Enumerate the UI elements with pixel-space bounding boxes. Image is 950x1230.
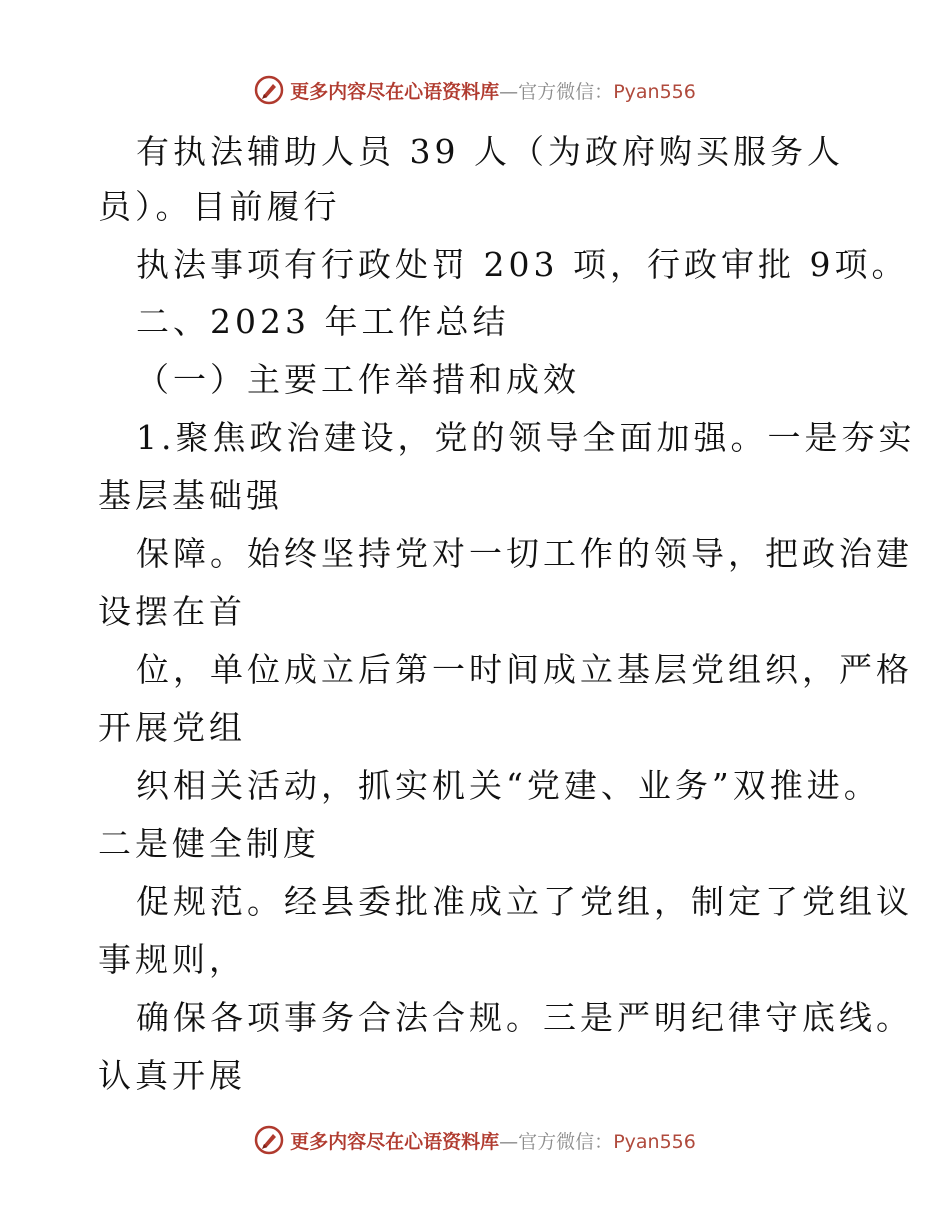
watermark-dash: — (499, 1130, 519, 1153)
body-line-9: 设摆在首 (98, 592, 246, 631)
body-line-1: 有执法辅助人员 39 人（为政府购买服务人 (136, 132, 844, 171)
watermark-brand: 更多内容尽在心语资料库 (290, 80, 500, 103)
watermark-dash: — (499, 80, 519, 103)
body-line-12: 织相关活动，抓实机关“党建、业务”双推进。 (136, 766, 881, 805)
body-line-2: 员）。目前履行 (98, 187, 341, 226)
watermark-official: 官方微信： (518, 1130, 614, 1153)
pen-logo-icon (254, 1125, 284, 1155)
pen-logo-icon (254, 75, 284, 105)
watermark-brand: 更多内容尽在心语资料库 (290, 1130, 500, 1153)
body-line-8: 保障。始终坚持党对一切工作的领导，把政治建 (136, 534, 913, 573)
body-line-17: 认真开展 (98, 1056, 246, 1095)
body-line-3: 执法事项有行政处罚 203 项，行政审批 9项。 (136, 245, 909, 284)
body-line-10: 位，单位成立后第一时间成立基层党组织，严格 (136, 650, 913, 689)
watermark-text (290, 77, 696, 104)
watermark-official: 官方微信： (518, 80, 614, 103)
body-line-6: 1.聚焦政治建设，党的领导全面加强。一是夯实 (136, 418, 916, 457)
body-line-11: 开展党组 (98, 708, 246, 747)
footer-watermark (0, 1120, 950, 1160)
subsection-heading: （一）主要工作举措和成效 (136, 360, 580, 399)
section-heading: 二、2023 年工作总结 (136, 302, 510, 341)
watermark-wechat: Pyan556 (613, 1130, 696, 1153)
body-line-13: 二是健全制度 (98, 824, 320, 863)
body-line-14: 促规范。经县委批准成立了党组，制定了党组议 (136, 882, 913, 921)
body-line-7: 基层基础强 (98, 476, 283, 515)
watermark-wechat: Pyan556 (613, 80, 696, 103)
body-line-15: 事规则， (98, 940, 246, 979)
body-line-16: 确保各项事务合法合规。三是严明纪律守底线。 (136, 998, 913, 1037)
header-watermark (0, 70, 950, 110)
watermark-text (290, 1127, 696, 1154)
